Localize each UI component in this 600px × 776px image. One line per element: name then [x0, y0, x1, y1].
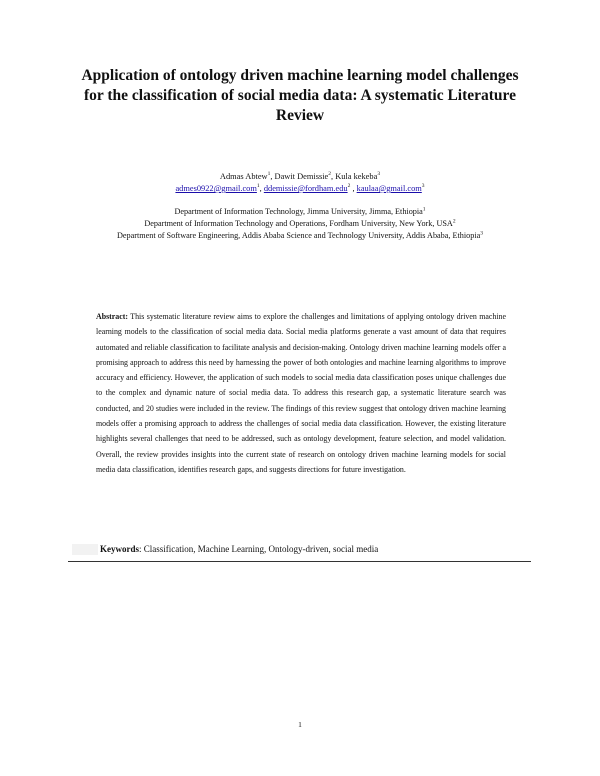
affiliation-list	[0, 206, 600, 242]
affiliation-sup: 3	[480, 230, 483, 237]
author-name: Admas Abtew	[219, 172, 268, 181]
affiliation-line	[0, 218, 600, 230]
affiliation-line	[0, 206, 600, 218]
horizontal-rule	[68, 561, 531, 562]
keywords-label: Keywords	[100, 544, 139, 554]
abstract-label: Abstract:	[96, 312, 128, 321]
email-link[interactable]: ddemissie@fordham.edu	[263, 184, 348, 193]
keywords-highlight-box	[72, 544, 98, 555]
author-sup: 2	[328, 171, 332, 178]
email-link[interactable]: kaulaa@gmail.com	[356, 184, 422, 193]
affiliation-text: Department of Software Engineering, Addis Ababa Science and Technology University, Addis Ababa, Ethiopia	[117, 231, 481, 240]
paper-title: Application of ontology driven machine learning model challenges for the classification of social media data: A systematic Literature Review	[81, 67, 519, 124]
abstract-paragraph	[96, 309, 506, 477]
affiliation-sup: 2	[452, 218, 456, 225]
email-link[interactable]: admes0922@gmail.com	[175, 184, 257, 193]
affiliation-text: Department of Information Technology and Operations, Fordham University, New York, USA	[144, 219, 453, 228]
page-number: 1	[298, 720, 302, 729]
keywords-line	[72, 542, 512, 556]
affiliation-sup: 1	[422, 206, 426, 213]
author-name: Dawit Demissie	[274, 172, 329, 181]
affiliation-text: Department of Information Technology, Jimma University, Jimma, Ethiopia	[174, 207, 423, 216]
author-name: Kula kekeba	[335, 172, 378, 181]
email-list: admes0922@gmail.com$^1$, ddemissie@fordham.edu$^2$ , kaulaa@gmail.com$^3$	[175, 183, 425, 193]
email-sup: 1	[256, 183, 260, 190]
affiliation-line	[0, 230, 600, 242]
abstract-text: This systematic literature review aims to explore the challenges and limitations of applying ontology driven machine learning models to the classification of social media data. Social media platforms generate a vast amount of data that requires automated and reliable classification to facilitate analysis and decision-making. Ontology driven machine learning models offer a promising approach to address this need by harnessing the power of both ontologies and machine learning algorithms to improve accuracy and efficiency. However, the application of such models to social media data classification poses unique challenges due to the complex and dynamic nature of social media data. To address this research gap, a systematic literature search was conducted, and 20 studies were included in the review. The findings of this review suggest that ontology driven machine learning models offer a promising approach to address the challenges of social media data classification. However, the existing literature highlights several challenges that need to be addressed, such as ontology development, feature selection, and model validation. Overall, the review provides insights into the current state of research on ontology driven machine learning models for social media data classification, identifies research gaps, and suggests directions for future investigation.	[96, 312, 506, 474]
author-sup: 3	[377, 171, 381, 178]
email-sup: 2	[347, 183, 351, 190]
email-sup: 3	[421, 183, 425, 190]
author-sup: 1	[267, 171, 271, 178]
author-list: Admas Abtew$^1$, Dawit Demissie$^2$, Kula kekeba$^3$	[219, 171, 381, 181]
keywords-text: : Classification, Machine Learning, Ontology-driven, social media	[139, 544, 379, 554]
